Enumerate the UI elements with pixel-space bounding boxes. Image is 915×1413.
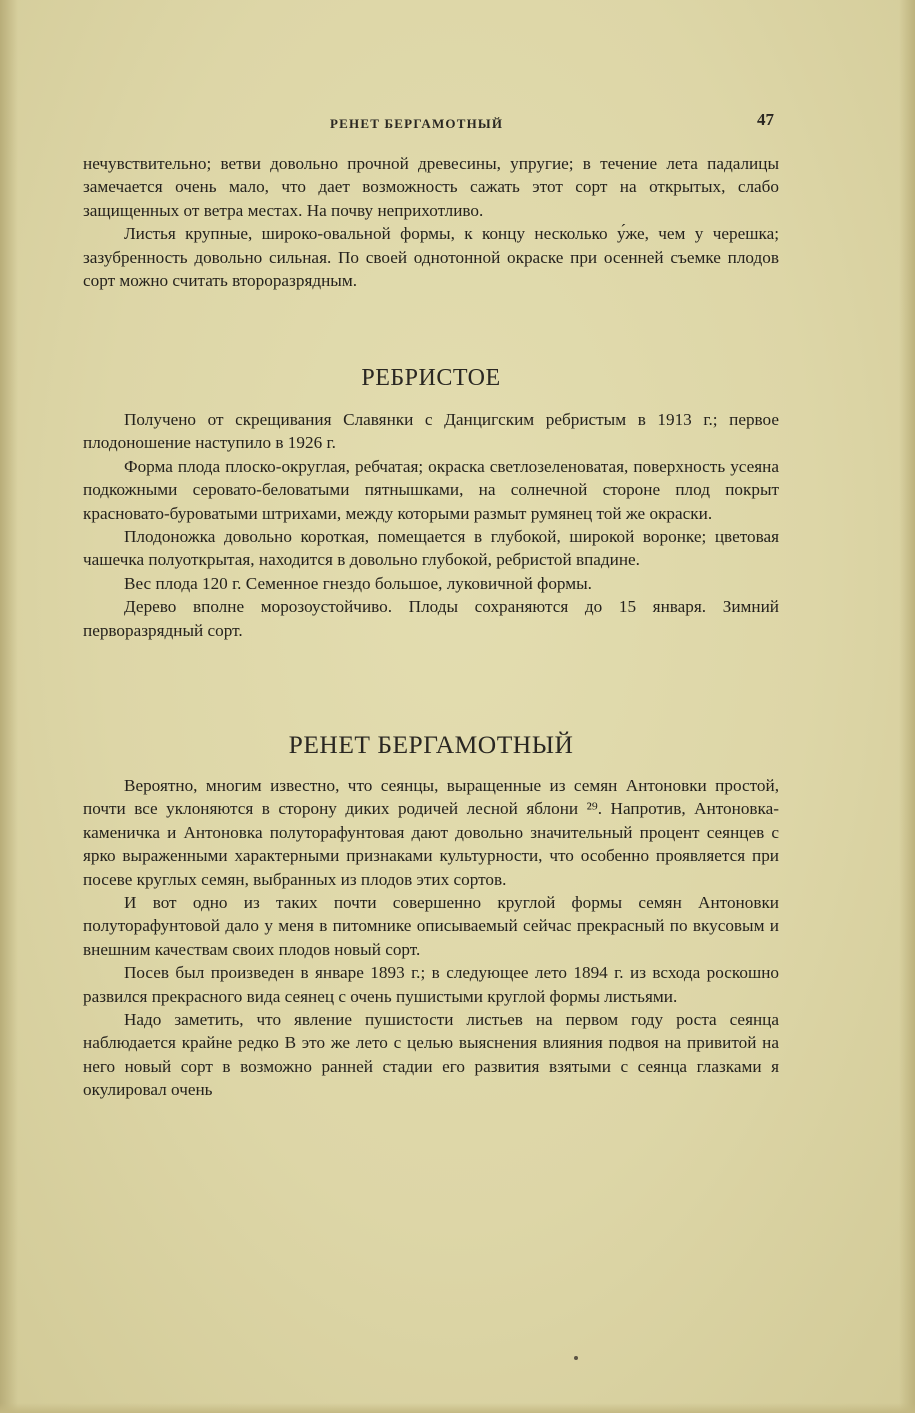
paragraph: Посев был произведен в январе 1893 г.; в следующее лето 1894 г. из всхода роскошно развился прекрасного вида сеянец с очень пушистыми круглой формы листьями. [83,963,779,1006]
section-heading-renet-bergamotny: РЕНЕТ БЕРГАМОТНЫЙ [288,730,574,759]
running-title: РЕНЕТ БЕРГАМОТНЫЙ [330,116,504,131]
section-heading-rebristoe: РЕБРИСТОЕ [361,365,501,391]
page-number: 47 [757,110,774,129]
paragraph: Дерево вполне морозоустойчиво. Плоды сохраняются до 15 января. Зимний перворазрядный сорт. [83,597,779,640]
paper-speck [574,1356,578,1360]
paragraph: И вот одно из таких почти совершенно круглой формы семян Антоновки полуторафунтовой дало у меня в питомнике описываемый сейчас прекрасный по вкусовым и внешним качествам своих плодов новый сорт. [83,893,779,959]
paragraph: Надо заметить, что явление пушистости листьев на первом году роста сеянца наблюдается крайне редко В это же лето с целью выяснения влияния подвоя на привитой на него новый сорт в возможно ранней стадии его развития взятыми с сеянца глазками я окулировал очень [83,1010,779,1100]
page-shadow-bottom [0,1403,915,1413]
section-renet-text [83,774,779,1102]
paragraph: Вероятно, многим известно, что сеянцы, выращенные из семян Антоновки простой, почти все уклоняются в сторону диких родичей лесной яблони ²⁹. Напротив, Антоновка-каменичка и Антоновка полуторафунтовая дают довольно значительный процент сеянцев с ярко выраженными характерными признаками культурности, что особенно проявляется при посеве круглых семян, выбранных из плодов этих сортов. [83,776,779,889]
paragraph: Получено от скрещивания Славянки с Данцигским ребристым в 1913 г.; первое плодоношение наступило в 1926 г. [83,410,779,453]
paragraph: Форма плода плоско-округлая, ребчатая; окраска светлозеленоватая, поверхность усеяна подкожными серовато-беловатыми пятнышками, на солнечной стороне плод покрыт красновато-буроватыми штрихами, между которыми размыт румянец той же окраски. [83,456,779,523]
paragraph: Вес плода 120 г. Семенное гнездо большое, луковичной формы. [124,573,592,593]
paragraph: Плодоножка довольно короткая, помещается в глубокой, широкой воронке; цветовая чашечка полуоткрытая, находится в довольно глубокой, ребристой впадине. [83,527,779,570]
paragraph: Листья крупные, широко-овальной формы, к концу несколько у́же, чем у черешка; зазубренность довольно сильная. По своей однотонной окраске при осенней съемке плодов сорт можно считать второразрядным. [83,224,779,291]
section-rebristoe-text [83,408,779,642]
paragraph: нечувствительно; ветви довольно прочной древесины, упругие; в течение лета падалицы замечается очень мало, что дает возможность сажать этот сорт на открытых, слабо защищенных от ветра местах. На почву неприхотливо. [83,154,779,220]
intro-text [83,152,779,292]
page-shadow-right [899,0,915,1413]
page-shadow-left [0,0,18,1413]
